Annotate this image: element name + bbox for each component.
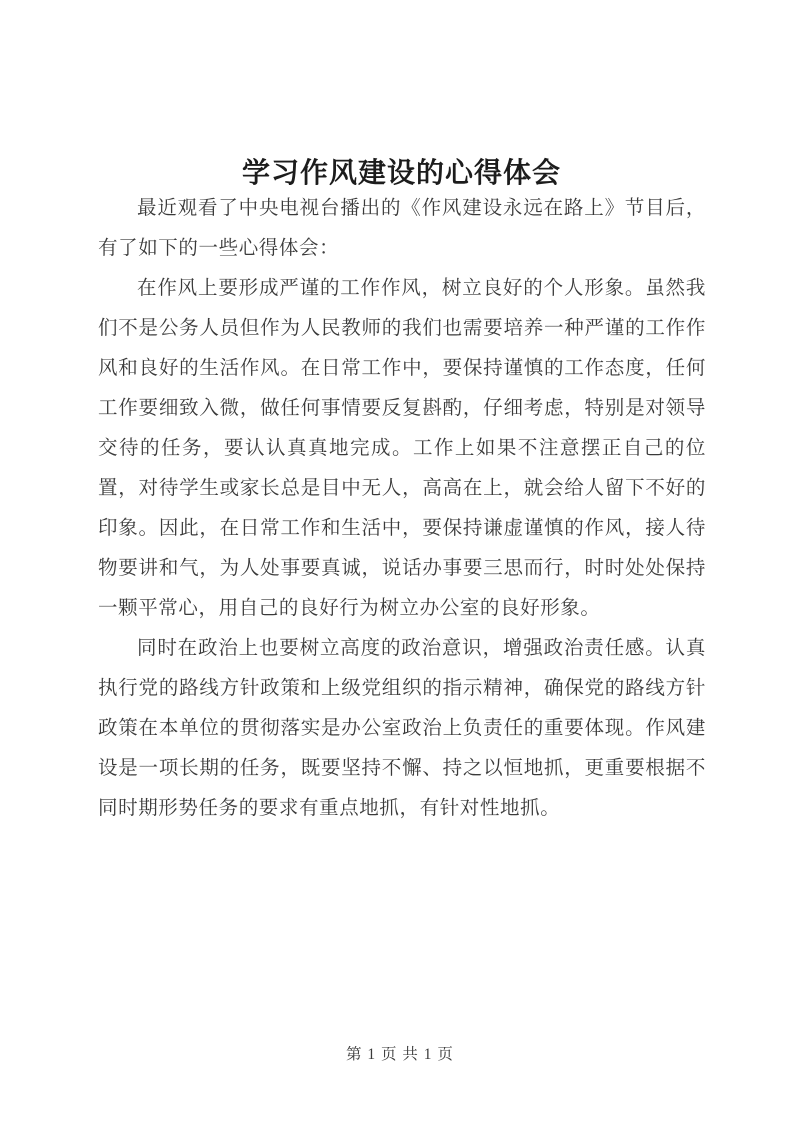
page-footer: 第 1 页 共 1 页 bbox=[346, 1046, 454, 1063]
page-title: 学习作风建设的心得体会 bbox=[241, 156, 561, 188]
paragraph-1: 最近观看了中央电视台播出的《作风建设永远在路上》节目后，有了如下的一些心得体会： bbox=[98, 198, 706, 259]
paragraph-3: 同时在政治上也要树立高度的政治意识，增强政治责任感。认真执行党的路线方针政策和上级党组织的指示精神，确保党的路线方针政策在本单位的贯彻落实是办公室政治上负责任的重要体现。作风建设是一项长期的任务，既要坚持不懈、持之以恒地抓，更重要根据不同时期形势任务的要求有重点地抓，有针对性地抓。 bbox=[98, 638, 706, 819]
paragraph-2: 在作风上要形成严谨的工作作风，树立良好的个人形象。虽然我们不是公务人员但作为人民教师的我们也需要培养一种严谨的工作作风和良好的生活作风。在日常工作中，要保持谨慎的工作态度，任何工作要细致入微，做任何事情要反复斟酌，仔细考虑，特别是对领导交待的任务，要认认真真地完成。工作上如果不注意摆正自己的位置，对待学生或家长总是目中无人，高高在上，就会给人留下不好的印象。因此，在日常工作和生活中，要保持谦虚谨慎的作风，接人待物要讲和气，为人处事要真诚，说话办事要三思而行，时时处处保持一颗平常心，用自己的良好行为树立办公室的良好形象。 bbox=[98, 278, 706, 619]
document-body bbox=[98, 189, 706, 829]
